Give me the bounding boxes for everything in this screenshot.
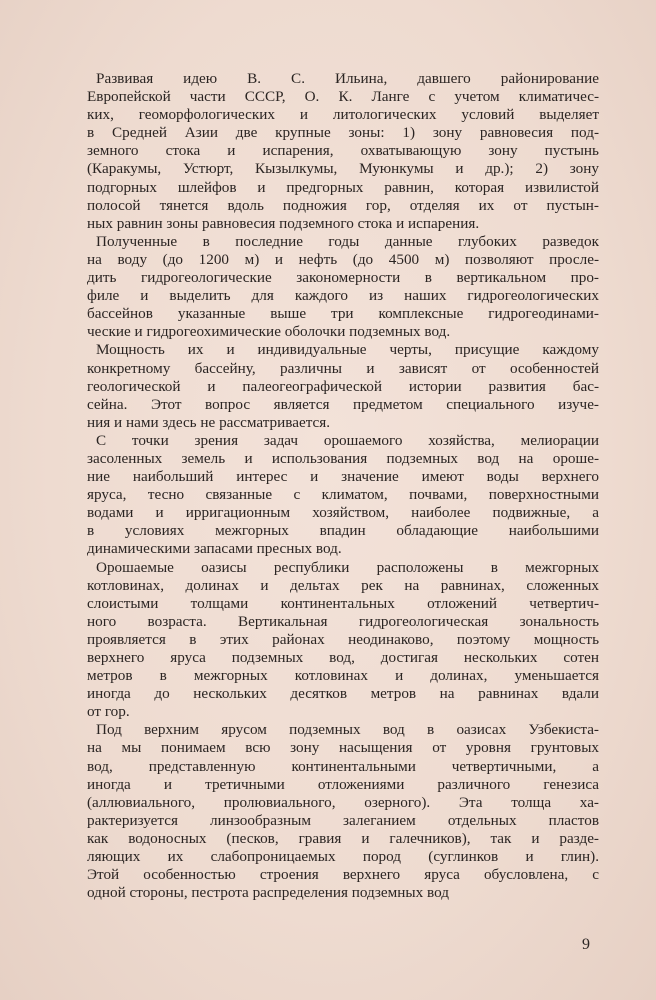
text-line: слоистыми толщами континентальных отложений четвертич- — [87, 594, 599, 612]
text-line: ляющих их слабопроницаемых пород (суглинков и глин). — [87, 848, 599, 866]
text-line: (Каракумы, Устюрт, Кызылкумы, Муюнкумы и др.); 2) зону — [87, 160, 599, 178]
text-line: сейна. Этот вопрос является предметом специального изуче- — [87, 395, 599, 413]
body-text — [87, 70, 599, 902]
paragraph — [87, 721, 599, 902]
text-line: на воду (до 1200 м) и нефть (до 4500 м) позволяют просле- — [87, 250, 599, 268]
text-line: от гор. — [87, 703, 130, 721]
text-line: Под верхним ярусом подземных вод в оазисах Узбекиста- — [96, 721, 599, 739]
text-line: одной стороны, пестрота распределения подземных вод — [87, 884, 449, 902]
text-line: Полученные в последние годы данные глубоких разведок — [96, 232, 599, 250]
text-line: верхнего яруса подземных вод, достигая нескольких сотен — [87, 649, 599, 666]
text-line: вод, представленную континентальными четвертичными, а — [87, 757, 599, 775]
text-line: Мощность их и индивидуальные черты, присущие каждому — [96, 341, 599, 359]
text-line: Европейской части СССР, О. К. Ланге с учетом климатичес- — [87, 88, 599, 106]
text-line: яруса, тесно связанные с климатом, почвами, поверхностными — [87, 486, 599, 504]
text-line: ких, геоморфологических и литологических условий выделяет — [87, 106, 599, 124]
text-line: на мы понимаем всю зону насыщения от уровня грунтовых — [87, 739, 599, 757]
paragraph — [87, 341, 599, 431]
text-line: котловинах, долинах и дельтах рек на равнинах, сложенных — [87, 576, 599, 594]
text-line: С точки зрения задач орошаемого хозяйства, мелиорации — [96, 431, 599, 449]
text-line: проявляется в этих районах неодинаково, поэтому мощность — [87, 630, 599, 648]
text-line: дить гидрогеологические закономерности в вертикальном про- — [87, 269, 599, 287]
paragraph — [87, 559, 599, 722]
text-line: бассейнов указанные выше три комплексные гидрогеодинами- — [87, 305, 599, 323]
text-line: геологической и палеогеографической истории развития бас- — [87, 377, 599, 395]
text-line: филе и выделить для каждого из наших гидрогеологических — [87, 287, 599, 305]
text-line: Развивая идею В. С. Ильина, давшего районирование — [96, 70, 599, 87]
text-line: иногда до нескольких десятков метров на равнинах вдали — [87, 685, 599, 703]
text-line: ческие и гидрогеохимические оболочки подземных вод. — [87, 323, 451, 341]
text-line: полосой тянется вдоль подножия гор, отделяя их от пустын- — [87, 196, 599, 214]
text-line: в условиях межгорных впадин обладающие наибольшими — [87, 522, 599, 540]
text-line: динамическими запасами пресных вод. — [87, 540, 342, 558]
text-line: иногда и третичными отложениями различного генезиса — [87, 775, 599, 793]
text-line: подгорных шлейфов и предгорных равнин, которая извилистой — [87, 178, 599, 196]
text-line: конкретному бассейну, различны и зависят от особенностей — [87, 359, 599, 377]
text-line: рактеризуется линзообразным залеганием отдельных пластов — [87, 811, 599, 829]
text-line: метров в межгорных котловинах и долинах, уменьшается — [87, 667, 599, 685]
paragraph — [87, 70, 599, 233]
text-line: Орошаемые оазисы республики расположены в межгорных — [96, 558, 599, 576]
page-number: 9 — [582, 936, 590, 953]
text-line: ных равнин зоны равновесия подземного стока и испарения. — [87, 214, 480, 232]
text-line: земного стока и испарения, охватывающую зону пустынь — [87, 142, 599, 160]
paragraph — [87, 233, 599, 342]
text-line: водами и ирригационным хозяйством, наиболее подвижные, а — [87, 504, 599, 522]
text-line: (аллювиального, пролювиального, озерного). Эта толща ха- — [87, 793, 599, 811]
text-line: засоленных земель и использования подземных вод на ороше- — [87, 449, 599, 467]
text-line: ния и нами здесь не рассматривается. — [87, 413, 331, 431]
paragraph — [87, 432, 599, 559]
text-line: Этой особенностью строения верхнего яруса обусловлена, с — [87, 866, 599, 884]
text-line: ного возраста. Вертикальная гидрогеологическая зональность — [87, 612, 599, 630]
text-line: в Средней Азии две крупные зоны: 1) зону равновесия под- — [87, 124, 599, 142]
text-line: как водоносных (песков, гравия и галечников), так и разде- — [87, 829, 599, 847]
text-line: ние наибольший интерес и значение имеют воды верхнего — [87, 468, 599, 486]
